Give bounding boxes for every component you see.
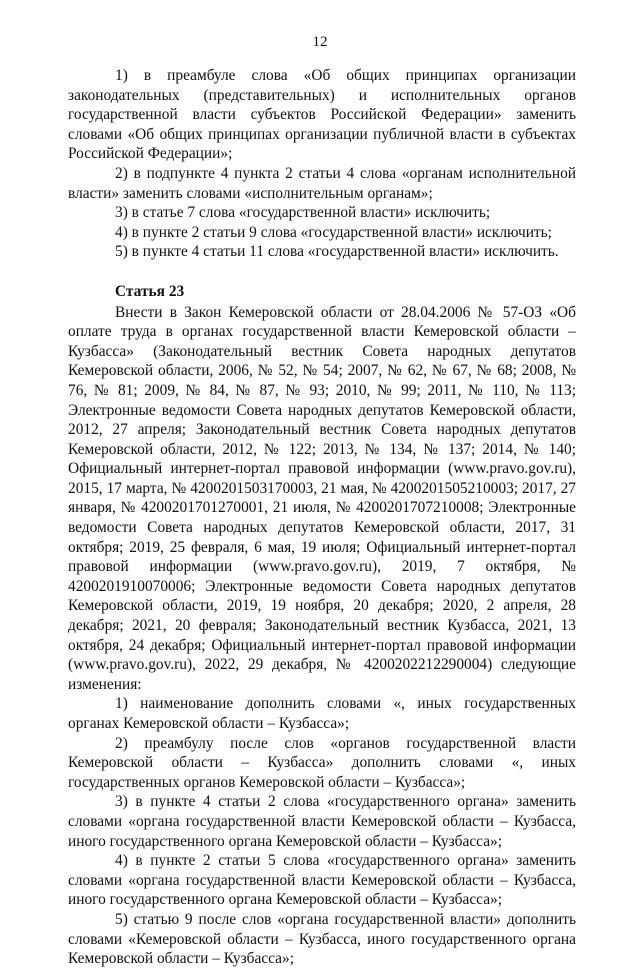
top-item-1: 1) в преамбуле слова «Об общих принципах организации законодательных (представительных) и исполнительных органов государственной власти субъектов Российской Федерации» заменить словами «Об общих принципах организации публичной власти в субъектах Российской Федерации»; <box>68 67 576 163</box>
article-item-5: 5) статью 9 после слов «органа государственной власти» дополнить словами «Кемеровской области – Кузбасса, иного государственного органа Кемеровской области – Кузбасса»; <box>68 910 576 968</box>
article-item-3: 3) в пункте 4 статьи 2 слова «государственного органа» заменить словами «органа государственной власти Кемеровской области – Кузбасса, иного государственного органа Кемеровской области – Кузбасса»; <box>68 793 576 850</box>
top-item-4: 4) в пункте 2 статьи 9 слова «государственной власти» исключить; <box>115 223 552 241</box>
top-item-3: 3) в статье 7 слова «государственной власти» исключить; <box>115 204 491 222</box>
document-body <box>68 66 576 969</box>
top-item-2: 2) в подпункте 4 пункта 2 статьи 4 слова «органам исполнительной власти» заменить словами «исполнительным органам»; <box>68 164 576 202</box>
article-intro: Внести в Закон Кемеровской области от 28.04.2006 № 57-ОЗ «Об оплате труда в органах государственной власти Кемеровской области – Кузбасса» (Законодательный вестник Совета народных депутатов Кемеровской области, 2006, № 52, № 54; 2007, № 62, № 67, № 68; 2008, № 76, № 81; 2009, № 84, № 87, № 93; 2010, № 99; 2011, № 110, № 113; Электронные ведомости Совета народных депутатов Кемеровской области, 2012, 27 апреля; Законодательный вестник Совета народных депутатов Кемеровской области, 2012, № 122; 2013, № 134, № 137; 2014, № 140; Официальный интернет-портал правовой информации (www.pravo.gov.ru), 2015, 17 марта, № 4200201503170003, 21 мая, № 4200201505210003; 2017, 27 января, № 4200201701270001, 21 июля, № 4200201707210008; Электронные ведомости Совета народных депутатов Кемеровской области, 2017, 31 октября; 2019, 25 февраля, 6 мая, 19 июля; Официальный интернет-портал правовой информации (www.pravo.gov.ru), 2019, 7 октября, № 4200201910070006; Электронные ведомости Совета народных депутатов Кемеровской области, 2019, 19 ноября, 20 декабря; 2020, 2 апреля, 28 декабря; 2021, 20 февраля; Законодательный вестник Кузбасса, 2021, 13 октября, 24 декабря; Официальный интернет-портал правовой информации (www.pravo.gov.ru), 2022, 29 декабря, № 4200202212290004) следующие изменения: <box>68 303 576 693</box>
article-item-1: 1) наименование дополнить словами «, иных государственных органах Кемеровской области – Кузбасса»; <box>68 695 576 732</box>
article-heading: Статья 23 <box>115 282 185 300</box>
top-item-5: 5) в пункте 4 статьи 11 слова «государственной власти» исключить. <box>115 243 559 261</box>
page-number: 12 <box>312 34 328 50</box>
article-item-4: 4) в пункте 2 статьи 5 слова «государственного органа» заменить словами «органа государственной власти Кемеровской области – Кузбасса, иного государственного органа Кемеровской области – Кузбасса»; <box>68 852 576 909</box>
article-item-2: 2) преамбулу после слов «органов государственной власти Кемеровской области – Кузбасса» дополнить словами «, иных государственных органов Кемеровской области – Кузбасса»; <box>68 734 576 791</box>
